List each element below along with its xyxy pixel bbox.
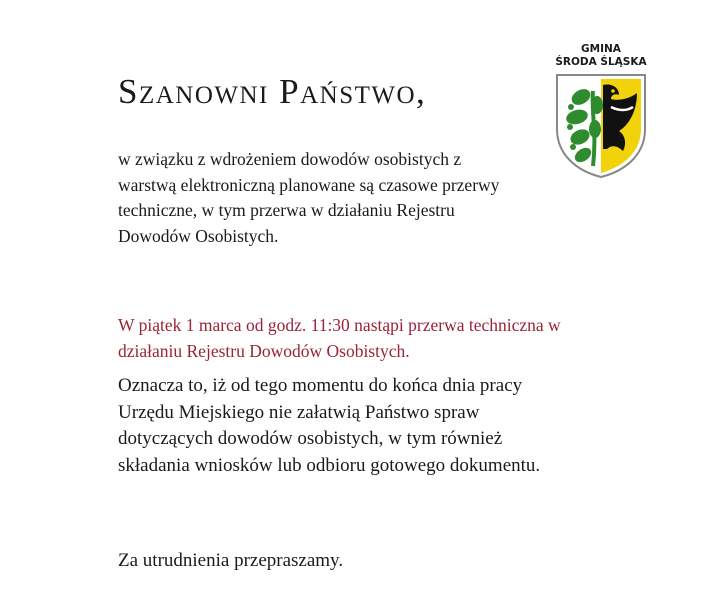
- municipality-crest: [546, 43, 656, 179]
- coat-of-arms-icon: [553, 71, 649, 179]
- closing-line: Za utrudnienia przepraszamy.: [118, 550, 344, 571]
- page-heading: Szanowni Państwo,: [118, 72, 427, 111]
- body-paragraph: Oznacza to, iż od tego momentu do końca dnia pracy Urzędu Miejskiego nie załatwią Państwo spraw dotyczących dowodów osobistych, w tym również składania wniosków lub odbioru gotowego dokumentu.: [118, 375, 541, 476]
- crest-title-line2: ŚRODA ŚLĄSKA: [555, 56, 647, 68]
- outage-notice: W piątek 1 marca od godz. 11:30 nastąpi przerwa techniczna w działaniu Rejestru Dowodów Osobistych.: [118, 315, 561, 361]
- crest-title-line1: GMINA: [581, 43, 621, 55]
- intro-paragraph: w związku z wdrożeniem dowodów osobistych z warstwą elektroniczną planowane są czasowe przerwy techniczne, w tym przerwa w działaniu Rejestru Dowodów Osobistych.: [118, 149, 500, 246]
